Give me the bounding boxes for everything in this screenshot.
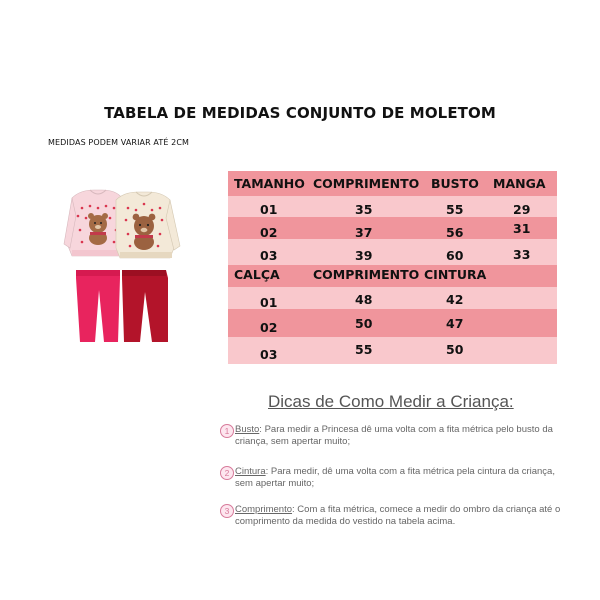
cell-manga: 31 [513, 221, 531, 236]
tip-label: Comprimento [235, 504, 293, 515]
cell-size: 03 [260, 347, 278, 362]
header-tamanho: TAMANHO [234, 176, 305, 191]
cell-size: 02 [260, 320, 278, 335]
cream-sweater [116, 192, 180, 258]
tip-label: Busto [235, 424, 260, 435]
size-table [228, 171, 557, 364]
cell-manga: 33 [513, 247, 531, 262]
cell-cintura: 47 [446, 316, 464, 331]
cell-busto: 55 [446, 202, 464, 217]
number-badge: 1 [220, 424, 234, 438]
number-badge: 2 [220, 466, 234, 480]
bear-left [88, 213, 108, 245]
cell-busto: 60 [446, 248, 464, 263]
header-comprimento: COMPRIMENTO [313, 267, 420, 282]
header-cintura: CINTURA [424, 267, 487, 282]
cell-comprimento: 48 [355, 292, 373, 307]
tip-label: Cintura [235, 466, 266, 477]
red-pants [122, 270, 168, 342]
cell-size: 01 [260, 295, 278, 310]
page-title: TABELA DE MEDIDAS CONJUNTO DE MOLETOM [104, 104, 496, 122]
cell-manga: 29 [513, 202, 531, 217]
tip-description: : Para medir a Princesa dê uma volta com a fita métrica pelo busto da criança, sem apertar muito; [235, 424, 553, 447]
header-busto: BUSTO [431, 176, 479, 191]
tip-text [235, 466, 565, 490]
header-comprimento: COMPRIMENTO [313, 176, 420, 191]
cell-busto: 56 [446, 225, 464, 240]
tip-text [235, 504, 565, 528]
cell-cintura: 50 [446, 342, 464, 357]
product-image [62, 186, 190, 348]
cell-cintura: 42 [446, 292, 464, 307]
cell-comprimento: 37 [355, 225, 373, 240]
cell-size: 03 [260, 248, 278, 263]
cell-size: 02 [260, 225, 278, 240]
header-manga: MANGA [493, 176, 546, 191]
number-badge: 3 [220, 504, 234, 518]
cell-comprimento: 39 [355, 248, 373, 263]
cell-comprimento: 35 [355, 202, 373, 217]
header-calca: CALÇA [234, 267, 280, 282]
tips-title: Dicas de Como Medir a Criança: [268, 392, 514, 411]
cell-size: 01 [260, 202, 278, 217]
cell-comprimento: 55 [355, 342, 373, 357]
tip-text [235, 424, 565, 448]
bear-right [133, 214, 156, 250]
cell-comprimento: 50 [355, 316, 373, 331]
pink-pants [76, 270, 120, 342]
tip-description: : Com a fita métrica, comece a medir do ombro da criança até o comprimento da medida do vestido na tabela acima. [235, 504, 561, 527]
measurement-note: MEDIDAS PODEM VARIAR ATÉ 2CM [48, 138, 190, 147]
tip-description: : Para medir, dê uma volta com a fita métrica pela cintura da criança, sem apertar muito; [235, 466, 555, 489]
